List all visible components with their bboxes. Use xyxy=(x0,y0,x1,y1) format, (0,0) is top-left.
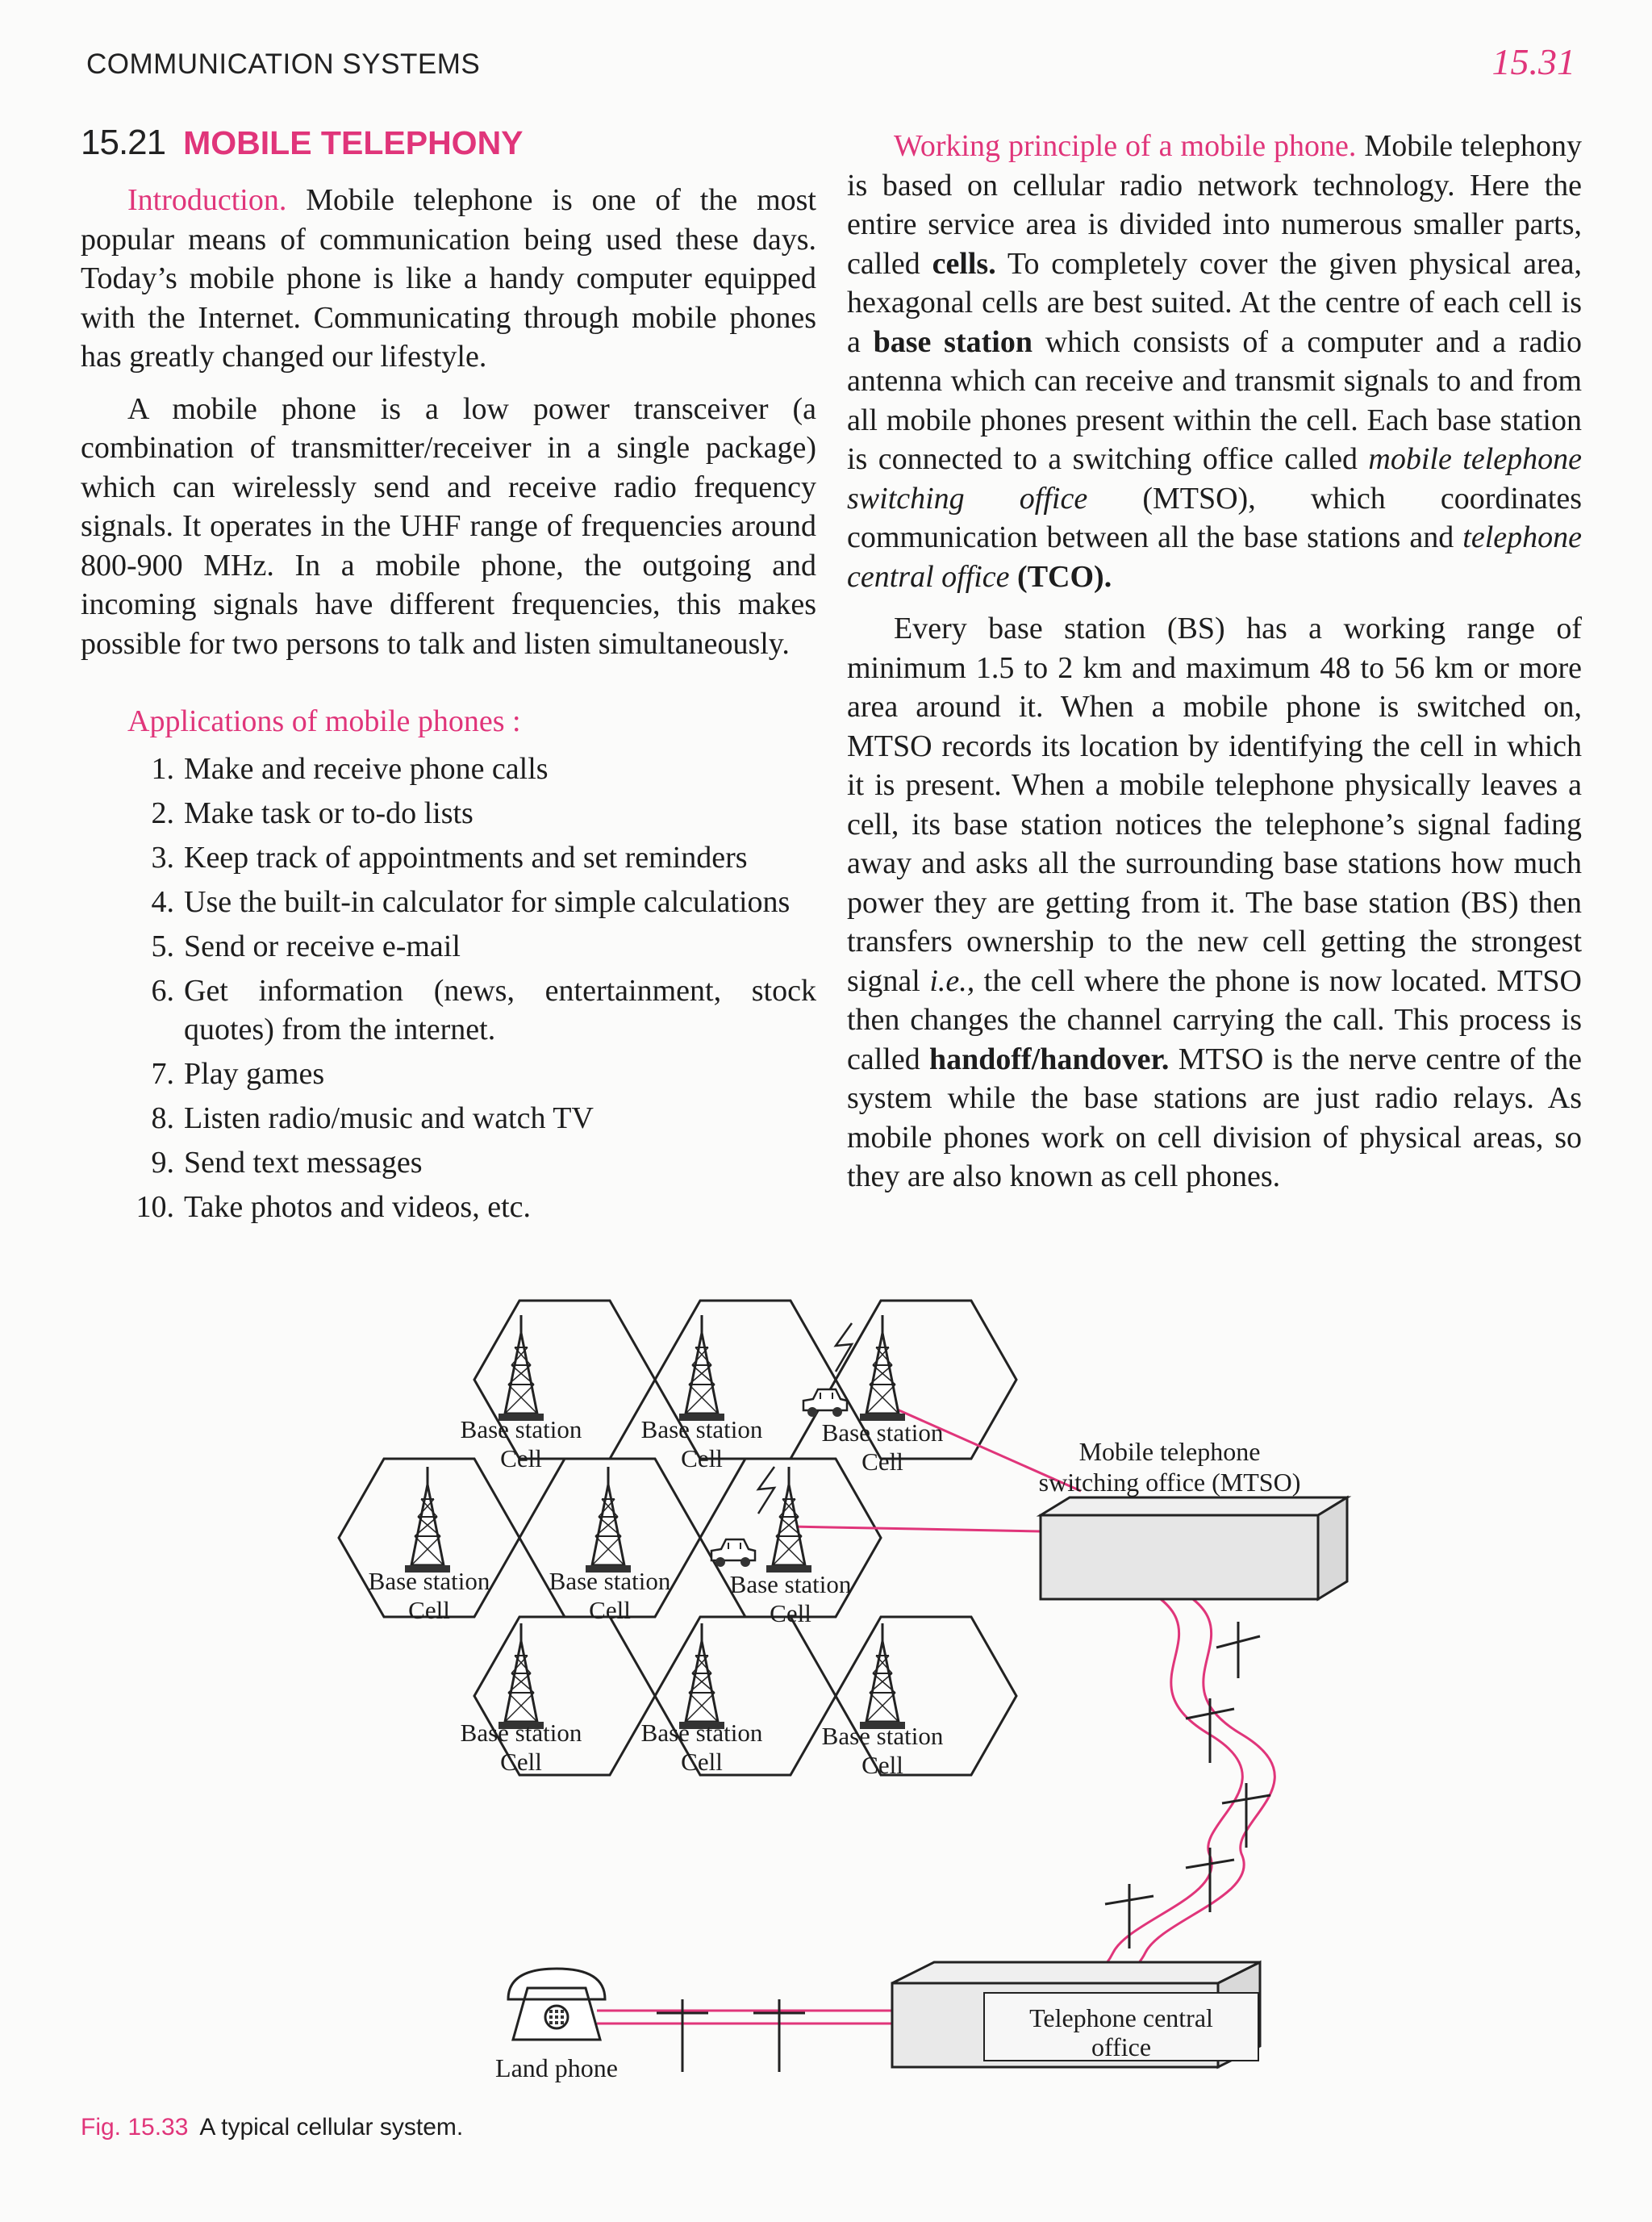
list-item: 9. Send text messages xyxy=(151,1145,423,1180)
right-column xyxy=(847,127,1582,1197)
working-principle-paragraph: Working principle of a mobile phone. Mobile telephony is based on cellular radio network technology. Here the entire service area is divided into numerous smaller parts, called cells. To completely cover the given physical area, hexagonal cells are best suited. At the centre of each cell is a base station which consists of a computer and a radio antenna which can receive and transmit signals to and from all mobile phones present within the cell. Each base station is connected to a switching office called mobile telephone switching office (MTSO), which coordinates communication between all the base stations and telephone central office (TCO). xyxy=(847,129,1583,594)
base-station-paragraph: Every base station (BS) has a working range of minimum 1.5 to 2 km and maximum 48 to 56 km or more area around it. When a mobile phone is switched on, MTSO records its location by identifying the cell in which it is present. When a mobile telephone physically leaves a cell, its base station notices the telephone’s signal fading away and asks all the surrounding base stations how much power they are getting from it. The base station (BS) then transfers ownership to the new cell getting the strongest signal i.e., the cell where the phone is now located. MTSO then changes the channel carrying the call. This process is called handoff/handover. MTSO is the nerve centre of the system while the base stations are just radio relays. As mobile phones work on cell division of physical areas, so they are also known as cell phones. xyxy=(847,612,1582,1193)
telephone-icon xyxy=(508,1969,605,2040)
working-principle-lead: Working principle of a mobile phone. xyxy=(894,129,1357,163)
base-station-towers xyxy=(405,1315,905,1729)
intro-paragraph xyxy=(81,181,816,377)
transceiver-paragraph: A mobile phone is a low power transceiver (a combination of transmitter/receiver in a single package) which can wirelessly send and receive radio frequency signals. It operates in the UHF range of frequencies around 800-900 MHz. In a mobile phone, the outgoing and incoming signals have different frequencies, this makes possible for two persons to talk and listen simultaneously. xyxy=(81,391,816,661)
cell-label: Cell xyxy=(681,1444,723,1472)
tco-label-line1: Telephone central xyxy=(1029,2003,1213,2032)
tco-label-line2: office xyxy=(1091,2032,1152,2061)
figure-caption xyxy=(81,2114,463,2141)
mtso-label-line1: Mobile telephone xyxy=(1078,1437,1261,1466)
applications-list xyxy=(81,750,816,1226)
bs-label: Base station xyxy=(368,1567,490,1595)
bs-label: Base station xyxy=(549,1567,671,1595)
bs-label: Base station xyxy=(729,1570,852,1598)
cell-label: Cell xyxy=(589,1596,631,1624)
figure-caption-text: A typical cellular system. xyxy=(199,2114,464,2141)
list-item: 7. Play games xyxy=(151,1056,325,1091)
section-title: MOBILE TELEPHONY xyxy=(183,124,524,161)
bs-label: Base station xyxy=(821,1722,944,1750)
cell-label: Cell xyxy=(500,1748,542,1776)
running-title: COMMUNICATION SYSTEMS xyxy=(86,48,481,80)
mtso-label-line2: switching office (MTSO) xyxy=(1038,1468,1301,1497)
mtso-box xyxy=(1041,1497,1347,1599)
bs-label: Base station xyxy=(640,1719,763,1747)
cell-label: Cell xyxy=(681,1748,723,1776)
cell-label: Cell xyxy=(770,1599,811,1627)
cell-label: Cell xyxy=(408,1596,450,1624)
list-item: 4. Use the built-in calculator for simple calculations xyxy=(151,884,791,919)
cell-grid xyxy=(339,1301,1016,1775)
bs-label: Base station xyxy=(640,1415,763,1443)
bs-label: Base station xyxy=(821,1418,944,1447)
list-item: 2. Make task or to-do lists xyxy=(151,796,473,830)
cell-label: Cell xyxy=(500,1444,542,1472)
list-item: 6. Get information (news, entertainment, stock quotes) from the internet. xyxy=(151,973,816,1046)
land-phone-label: Land phone xyxy=(495,2053,618,2082)
bs-label: Base station xyxy=(460,1719,582,1747)
section-number: 15.21 xyxy=(81,123,166,162)
figure-label: Fig. 15.33 xyxy=(81,2114,189,2141)
left-column xyxy=(81,181,816,1232)
list-item: 3. Keep track of appointments and set reminders xyxy=(151,840,748,875)
intro-lead: Introduction. xyxy=(127,183,287,217)
applications-heading: Applications of mobile phones : xyxy=(127,704,521,738)
list-item: 8. Listen radio/music and watch TV xyxy=(151,1101,594,1135)
cell-labels xyxy=(369,1415,944,1779)
list-item: 5. Send or receive e-mail xyxy=(151,929,461,963)
bs-label: Base station xyxy=(460,1415,582,1443)
cell-label: Cell xyxy=(861,1751,903,1779)
intro-text: Mobile telephone is one of the most popular means of communication being used these days. Today’s mobile phone is like a handy computer equipped with the Internet. Communicating through mobile phones has greatly changed our lifestyle. xyxy=(81,183,816,374)
cell-label: Cell xyxy=(861,1447,903,1476)
page-number: 15.31 xyxy=(1491,41,1575,82)
list-item: 1. Make and receive phone calls xyxy=(151,751,549,786)
section-heading xyxy=(81,123,524,163)
list-item: 10. Take photos and videos, etc. xyxy=(136,1189,532,1224)
